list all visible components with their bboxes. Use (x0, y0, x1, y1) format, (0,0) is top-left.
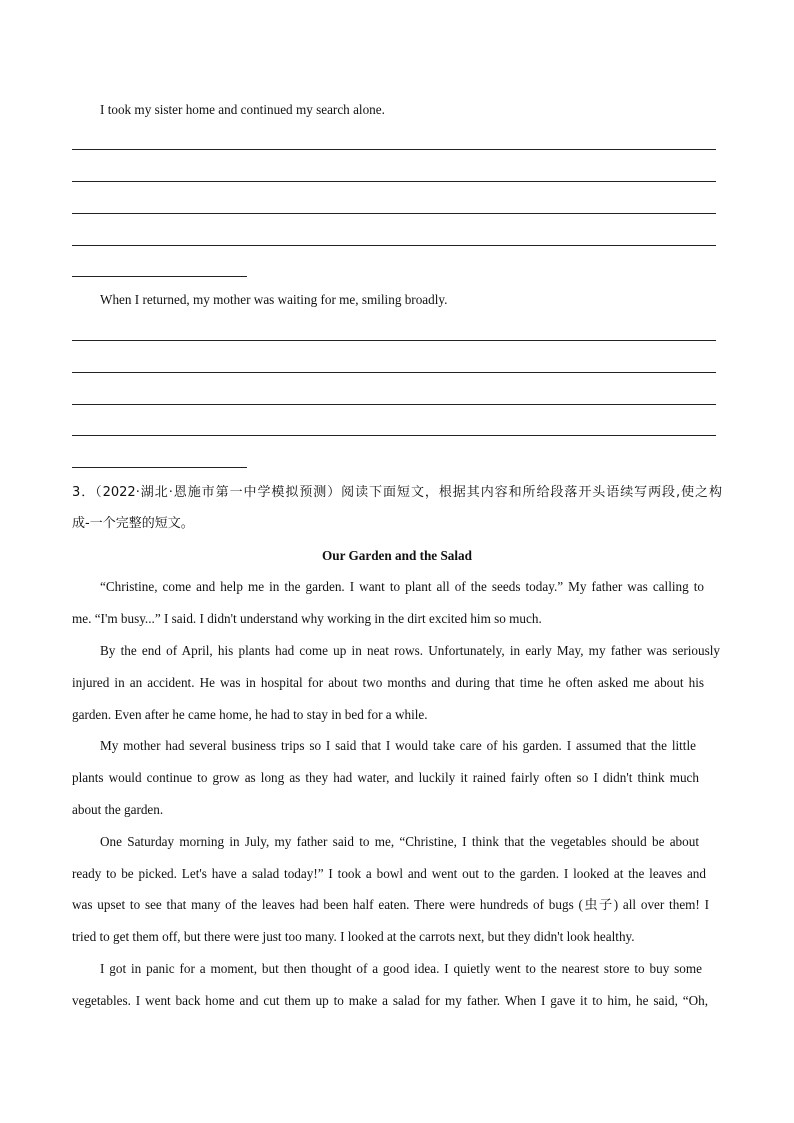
story-line: garden. Even after he came home, he had to stay in bed for a while. (72, 707, 428, 722)
story-title: Our Garden and the Salad (322, 548, 472, 563)
story-line: ready to be picked. Let's have a salad today!” I took a bowl and went out to the garden. I looked at the leaves and (72, 866, 706, 881)
prompt1-start: I took my sister home and continued my search alone. (100, 102, 385, 117)
story-line: injured in an accident. He was in hospital for about two months and during that time he often asked me about his (72, 675, 704, 690)
story-line: “Christine, come and help me in the garden. I want to plant all of the seeds today.” My father was calling to (100, 579, 704, 594)
writing-line (72, 404, 716, 405)
writing-line (72, 181, 716, 182)
writing-line (72, 213, 716, 214)
story-line: was upset to see that many of the leaves had been half eaten. There were hundreds of bugs (虫子) all over them! I (72, 897, 709, 912)
writing-line-short (72, 467, 247, 468)
prompt2-start: When I returned, my mother was waiting for me, smiling broadly. (100, 292, 448, 307)
story-line: tried to get them off, but there were just too many. I looked at the carrots next, but they didn't look healthy. (72, 929, 635, 944)
story-line: I got in panic for a moment, but then thought of a good idea. I quietly went to the nearest store to buy some (100, 961, 702, 976)
writing-line (72, 435, 716, 436)
story-line: One Saturday morning in July, my father said to me, “Christine, I think that the vegetables should be about (100, 834, 699, 849)
writing-line (72, 340, 716, 341)
story-line: me. “I'm busy...” I said. I didn't understand why working in the dirt excited him so much. (72, 611, 542, 626)
writing-line (72, 149, 716, 150)
writing-line (72, 245, 716, 246)
question-3-instruction-cont: 成-一个完整的短文。 (72, 516, 194, 531)
story-line: about the garden. (72, 802, 164, 817)
story-line: My mother had several business trips so I said that I would take care of his garden. I assumed that the little (100, 738, 696, 753)
story-line: vegetables. I went back home and cut them up to make a salad for my father. When I gave it to him, he said, “Oh, (72, 993, 708, 1008)
writing-line (72, 372, 716, 373)
question-3-instruction: 3．（2022·湖北·恩施市第一中学模拟预测）阅读下面短文，根据其内容和所给段落开头语续写两段,使之构 (72, 485, 722, 500)
story-line: By the end of April, his plants had come up in neat rows. Unfortunately, in early May, my father was seriously (100, 643, 720, 658)
story-line: plants would continue to grow as long as they had water, and luckily it rained fairly often so I didn't think much (72, 770, 699, 785)
writing-line-short (72, 276, 247, 277)
